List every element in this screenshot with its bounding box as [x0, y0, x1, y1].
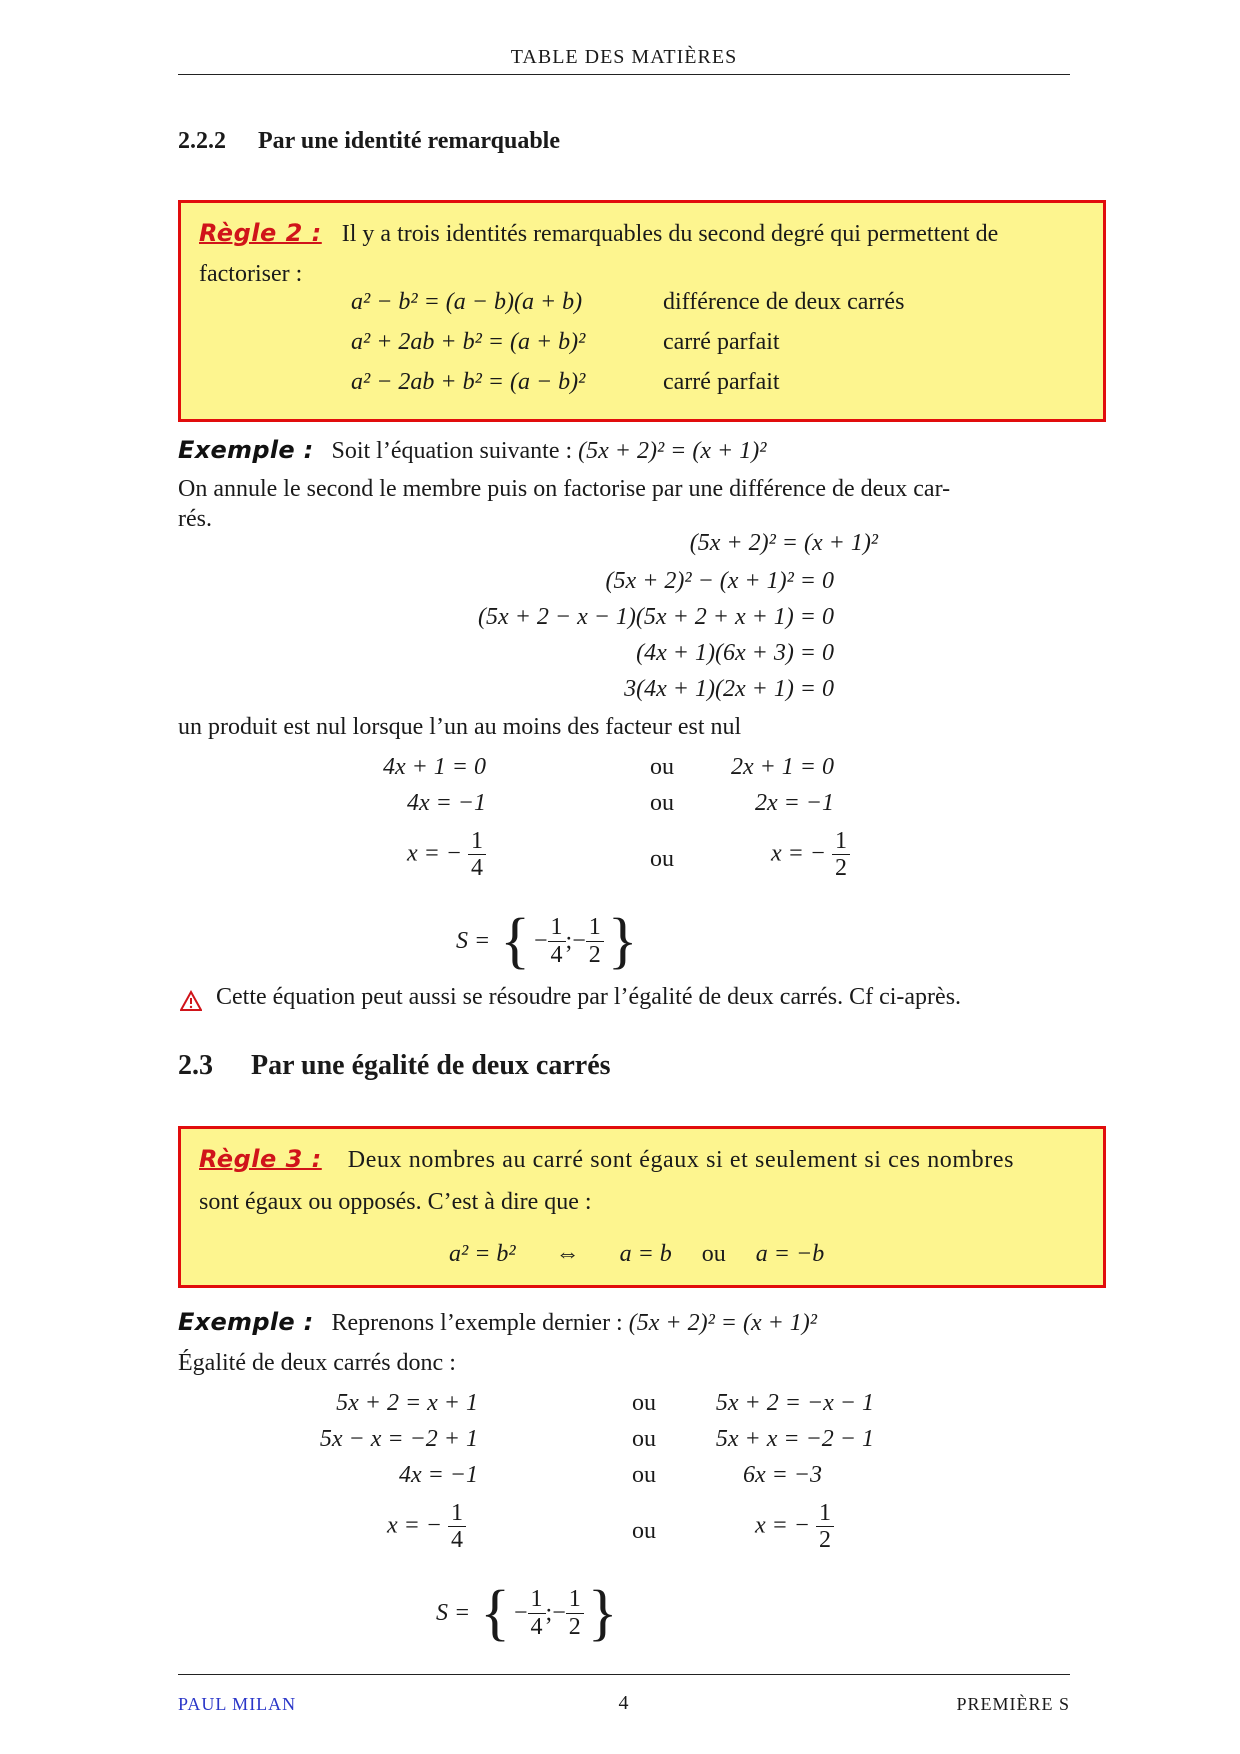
footer-level: PREMIÈRE S: [956, 1694, 1070, 1714]
x-eq-minus: x = −: [754, 1512, 810, 1539]
ex2-case-2-or: ou: [632, 1426, 656, 1452]
ex2-case-1-left: 5x + 2 = x + 1: [336, 1390, 478, 1416]
regle-3-text-line2: sont égaux ou opposés. C’est à dire que :: [199, 1189, 592, 1215]
identity-formula-1: a² − b² = (a − b)(a + b): [351, 289, 583, 315]
running-header: TABLE DES MATIÈRES: [510, 46, 738, 68]
ex2-case-2-left: 5x − x = −2 + 1: [319, 1426, 478, 1452]
case-2-right: 2x = −1: [754, 790, 834, 816]
case-2-left: 4x = −1: [406, 790, 486, 816]
footer-rule: [178, 1674, 1070, 1675]
exemple-2-label: Exemple :: [178, 1308, 314, 1336]
step-2: (5x + 2)² − (x + 1)² = 0: [605, 568, 834, 594]
exemple-1-equation: (5x + 2)² = (x + 1)²: [578, 438, 767, 464]
exemple-1-intro: Soit l’équation suivante :: [331, 438, 573, 464]
exemple-2-intro: Reprenons l’exemple dernier :: [331, 1310, 623, 1336]
solution-lhs: S =: [456, 927, 491, 954]
regle-2-box: [178, 200, 1106, 422]
equiv-symbol: ⇔: [555, 1241, 580, 1267]
ex2-case-1-or: ou: [632, 1390, 656, 1416]
ex2-case-4-right: [755, 1500, 834, 1554]
frac-num: 1: [566, 1586, 584, 1613]
case-1-left: 4x + 1 = 0: [382, 754, 486, 780]
sol-minus-2: −: [572, 927, 586, 954]
ex2-case-3-or: ou: [632, 1462, 656, 1488]
regle-2-first-line: [199, 219, 998, 248]
fraction-one-half: [586, 914, 604, 968]
exemple-1-text-line1: On annule le second le membre puis on factorise par une différence de deux car-: [178, 476, 951, 502]
section-number: 2.2.2: [178, 128, 226, 154]
fraction-one-half: [832, 828, 850, 882]
formula-mid: a = b: [619, 1241, 672, 1267]
regle-2-text-line1: Il y a trois identités remarquables du second degré qui permettent de: [341, 221, 999, 247]
case-3-or: ou: [650, 846, 674, 872]
formula-right: a = −b: [755, 1241, 825, 1267]
header-rule: [178, 74, 1070, 75]
identity-name-2: carré parfait: [663, 329, 780, 355]
regle-2-text-line2: factoriser :: [199, 261, 303, 287]
footer-page-number: 4: [618, 1692, 630, 1714]
ex2-case-1-right: 5x + 2 = −x − 1: [715, 1390, 874, 1416]
fraction-one-quarter: [448, 1500, 466, 1554]
ex2-case-4-or: ou: [632, 1518, 656, 1544]
frac-num: 1: [548, 914, 566, 941]
fraction-one-quarter: [468, 828, 486, 882]
exemple-1-line: [178, 436, 766, 465]
frac-den: 4: [550, 941, 563, 968]
exemple-1-text-line2: rés.: [178, 506, 212, 532]
page: [178, 0, 1070, 1754]
section-title: Par une identité remarquable: [258, 128, 560, 154]
frac-den: 4: [471, 855, 483, 882]
fraction-one-quarter: [528, 1586, 546, 1640]
frac-num: 1: [448, 1500, 466, 1527]
sol-separator: ;: [565, 927, 573, 954]
x-eq-minus: x = −: [406, 840, 462, 867]
fraction-one-quarter: [548, 914, 566, 968]
formula-left: a² = b²: [449, 1241, 516, 1267]
regle-2-label: Règle 2 :: [199, 219, 322, 247]
regle-3-label: Règle 3 :: [199, 1145, 322, 1173]
sol-minus-1: −: [533, 927, 548, 954]
ex2-case-3-right: 6x = −3: [742, 1462, 822, 1488]
produit-nul-text: un produit est nul lorsque l’un au moins des facteur est nul: [178, 714, 742, 740]
section-2-2-2-heading: [178, 128, 560, 155]
identity-name-3: carré parfait: [663, 369, 780, 395]
regle-3-formula: [449, 1241, 824, 1268]
ex2-case-4-left: [387, 1500, 466, 1554]
left-brace: {: [500, 907, 530, 975]
solution-set-2: [436, 1579, 618, 1647]
case-1-or: ou: [650, 754, 674, 780]
sol-minus-1: −: [513, 1599, 528, 1626]
x-eq-minus: x = −: [386, 1512, 442, 1539]
frac-den: 2: [568, 1613, 581, 1640]
section-title: Par une égalité de deux carrés: [251, 1050, 611, 1081]
frac-num: 1: [528, 1586, 546, 1613]
frac-den: 2: [835, 855, 847, 882]
exemple-2-line: [178, 1308, 817, 1337]
step-5: 3(4x + 1)(2x + 1) = 0: [624, 676, 834, 702]
right-brace: }: [607, 907, 638, 975]
case-2-or: ou: [650, 790, 674, 816]
exemple-2-text: Égalité de deux carrés donc :: [178, 1350, 456, 1376]
case-3-left: [407, 828, 486, 882]
solution-set-1: [456, 907, 638, 975]
footer-author: PAUL MILAN: [178, 1694, 297, 1714]
frac-num: 1: [832, 828, 850, 855]
case-1-right: 2x + 1 = 0: [730, 754, 834, 780]
fraction-one-half: [566, 1586, 584, 1640]
frac-den: 4: [451, 1527, 463, 1554]
regle-3-box: [178, 1126, 1106, 1288]
exemple-1-label: Exemple :: [178, 436, 314, 464]
right-brace: }: [587, 1579, 618, 1647]
frac-den: 2: [819, 1527, 831, 1554]
identity-formula-2: a² + 2ab + b² = (a + b)²: [351, 329, 586, 355]
regle-3-text-line1: Deux nombres au carré sont égaux si et seulement si ces nombres: [347, 1147, 1015, 1173]
step-1: (5x + 2)² = (x + 1)²: [689, 530, 878, 556]
frac-num: 1: [468, 828, 486, 855]
warning-text: Cette équation peut aussi se résoudre par l’égalité de deux carrés. Cf ci-après.: [216, 984, 962, 1010]
ex2-case-2-right: 5x + x = −2 − 1: [715, 1426, 874, 1452]
warning-icon: [180, 990, 202, 1012]
step-4: (4x + 1)(6x + 3) = 0: [636, 640, 834, 666]
sol-minus-2: −: [552, 1599, 566, 1626]
identity-name-1: différence de deux carrés: [663, 289, 905, 315]
section-2-3-heading: [178, 1050, 611, 1082]
frac-den: 4: [530, 1613, 543, 1640]
left-brace: {: [480, 1579, 510, 1647]
sol-separator: ;: [545, 1599, 553, 1626]
x-eq-minus: x = −: [770, 840, 826, 867]
fraction-one-half: [816, 1500, 834, 1554]
case-3-right: [771, 828, 850, 882]
solution-lhs: S =: [436, 1599, 471, 1626]
frac-num: 1: [586, 914, 604, 941]
frac-den: 2: [588, 941, 601, 968]
section-number: 2.3: [178, 1050, 213, 1081]
ex2-case-3-left: 4x = −1: [398, 1462, 478, 1488]
frac-num: 1: [816, 1500, 834, 1527]
regle-3-first-line: [199, 1145, 1014, 1174]
exemple-2-equation: (5x + 2)² = (x + 1)²: [628, 1310, 817, 1336]
formula-or: ou: [701, 1241, 726, 1267]
identity-formula-3: a² − 2ab + b² = (a − b)²: [351, 369, 586, 395]
step-3: (5x + 2 − x − 1)(5x + 2 + x + 1) = 0: [478, 604, 834, 630]
